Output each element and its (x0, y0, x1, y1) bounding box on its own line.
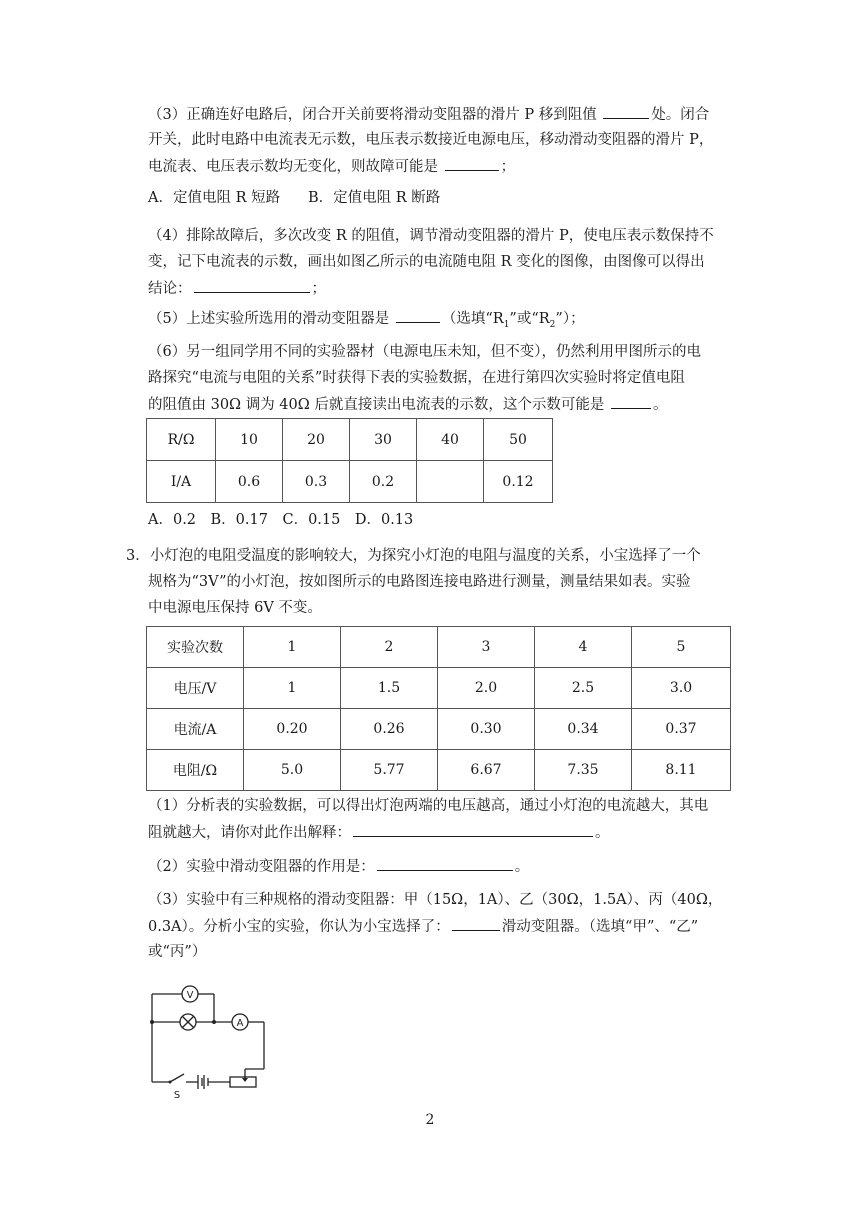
table-cell: 0.3 (283, 461, 350, 503)
answer-blank[interactable] (603, 104, 649, 119)
q3-part1-line2 (148, 822, 610, 843)
table-cell: 10 (216, 419, 283, 461)
q2-part3-option-b: B．定值电阻 R 断路 (308, 190, 441, 206)
text: 结论： (148, 281, 192, 297)
table-cell: 0.37 (632, 709, 731, 750)
answer-blank[interactable] (353, 822, 593, 837)
text: （3）正确连好电路后，闭合开关前要将滑动变阻器的滑片 P 移到阻值 (148, 107, 602, 123)
text: （选填“R (441, 311, 504, 327)
q3-part3-line1: （3）实验中有三种规格的滑动变阻器：甲（15Ω，1A）、乙（30Ω，1.5A）、丙（40Ω， (148, 892, 723, 908)
table-cell: I/A (147, 461, 216, 503)
text: 。 (514, 859, 530, 875)
table-row (147, 419, 553, 461)
table-cell: 0.2 (350, 461, 417, 503)
text: 阻就越大，请你对此作出解释： (148, 825, 351, 841)
q3-part3-line2 (148, 916, 698, 937)
table-cell: 3.0 (632, 668, 731, 709)
text: 滑动变阻器。（选填“甲”、“乙” (501, 919, 699, 935)
q2-part6-options: A．0.2 B．0.17 C．0.15 D．0.13 (148, 512, 414, 528)
table-cell: 5 (632, 627, 731, 668)
table-row (147, 709, 731, 750)
table-cell: 0.6 (216, 461, 283, 503)
table-row (147, 668, 731, 709)
q2-part6-line1: （6）另一组同学用不同的实验器材（电源电压未知，但不变），仍然利用甲图所示的电 (148, 344, 701, 360)
answer-blank[interactable] (396, 308, 440, 323)
text: 。 (595, 825, 610, 841)
table-row (147, 750, 731, 791)
table-cell: 实验次数 (147, 627, 244, 668)
text: 电流表、电压表示数均无变化，则故障可能是 (148, 159, 443, 175)
page-number: 2 (425, 1112, 435, 1128)
table-cell: 1 (244, 627, 341, 668)
answer-blank[interactable] (377, 856, 513, 871)
table-cell: 30 (350, 419, 417, 461)
subscript: 2 (549, 319, 556, 330)
table-cell: 2.0 (438, 668, 535, 709)
text: 0.3A）。分析小宝的实验，你认为小宝选择了： (148, 919, 450, 935)
q3-part1-line1: （1）分析表的实验数据，可以得出灯泡两端的电压越高，通过小灯泡的电流越大，其电 (148, 798, 709, 814)
q3-intro-line3: 中电源电压保持 6V 不变。 (148, 600, 322, 616)
table-row (147, 627, 731, 668)
table-cell: 40 (417, 419, 484, 461)
table-cell: 1 (244, 668, 341, 709)
table-cell: 0.26 (341, 709, 438, 750)
text: ； (311, 281, 326, 297)
table-cell: 0.12 (484, 461, 553, 503)
text: 。 (653, 397, 668, 413)
q3-part3-line3: 或“丙”） (148, 944, 207, 960)
text: ”）； (555, 311, 585, 327)
q2-part6-line2: 路探究“电流与电阻的关系”时获得下表的实验数据，在进行第四次实验时将定值电阻 (148, 370, 685, 386)
table-cell (417, 461, 484, 503)
text: ； (500, 159, 516, 175)
table-cell: 0.30 (438, 709, 535, 750)
q2-part3-option-a: A．定值电阻 R 短路 (148, 190, 281, 206)
table-row (147, 461, 553, 503)
answer-blank[interactable] (452, 916, 500, 931)
table-cell: 50 (484, 419, 553, 461)
table-cell: 6.67 (438, 750, 535, 791)
table-cell: 20 (283, 419, 350, 461)
q2-part4-line3 (148, 278, 326, 299)
table-cell: 5.77 (341, 750, 438, 791)
table-cell: 4 (535, 627, 632, 668)
q2-part3-line2: 开关，此时电路中电流表无示数，电压表示数接近电源电压，移动滑动变阻器的滑片 P， (148, 132, 714, 148)
q3-part2-line (148, 856, 529, 877)
table-cell: 0.34 (535, 709, 632, 750)
text: 的阻值由 30Ω 调为 40Ω 后就直接读出电流表的示数，这个示数可能是 (148, 397, 609, 413)
q2-resistance-current-table (146, 418, 553, 503)
q2-part4-line1: （4）排除故障后，多次改变 R 的阻值，调节滑动变阻器的滑片 P，使电压表示数保持不 (148, 228, 714, 244)
q2-part3-line3 (148, 156, 515, 177)
q2-part4-line2: 变，记下电流表的示数，画出如图乙所示的电流随电阻 R 变化的图像，由图像可以得出 (148, 254, 705, 270)
table-cell: R/Ω (147, 419, 216, 461)
table-cell: 3 (438, 627, 535, 668)
circuit-diagram (140, 978, 280, 1102)
table-cell: 1.5 (341, 668, 438, 709)
q3-measurement-table (146, 626, 731, 791)
table-cell: 电压/V (147, 668, 244, 709)
table-cell: 电流/A (147, 709, 244, 750)
switch-label: S (173, 1090, 181, 1101)
ammeter-label: A (236, 1018, 244, 1029)
table-cell: 8.11 (632, 750, 731, 791)
table-cell: 0.20 (244, 709, 341, 750)
q2-part6-line3 (148, 394, 668, 415)
q3-intro-line1: 3．小灯泡的电阻受温度的影响较大，为探究小灯泡的电阻与温度的关系，小宝选择了一个 (126, 548, 701, 564)
table-cell: 电阻/Ω (147, 750, 244, 791)
q2-part3-line1 (148, 104, 709, 125)
text: 处。闭合 (651, 107, 710, 123)
text: ”或“R (509, 311, 550, 327)
table-cell: 5.0 (244, 750, 341, 791)
voltmeter-label: V (186, 990, 194, 1001)
table-cell: 7.35 (535, 750, 632, 791)
text: （2）实验中滑动变阻器的作用是： (148, 859, 375, 875)
answer-blank[interactable] (611, 394, 651, 409)
q3-intro-line2: 规格为“3V”的小灯泡，按如图所示的电路图连接电路进行测量，测量结果如表。实验 (148, 574, 691, 590)
text: （5）上述实验所选用的滑动变阻器是 (148, 311, 394, 327)
table-cell: 2.5 (535, 668, 632, 709)
answer-blank[interactable] (194, 278, 310, 293)
table-cell: 2 (341, 627, 438, 668)
q2-part5-line (148, 308, 585, 335)
answer-blank[interactable] (445, 156, 499, 171)
subscript: 1 (503, 319, 510, 330)
